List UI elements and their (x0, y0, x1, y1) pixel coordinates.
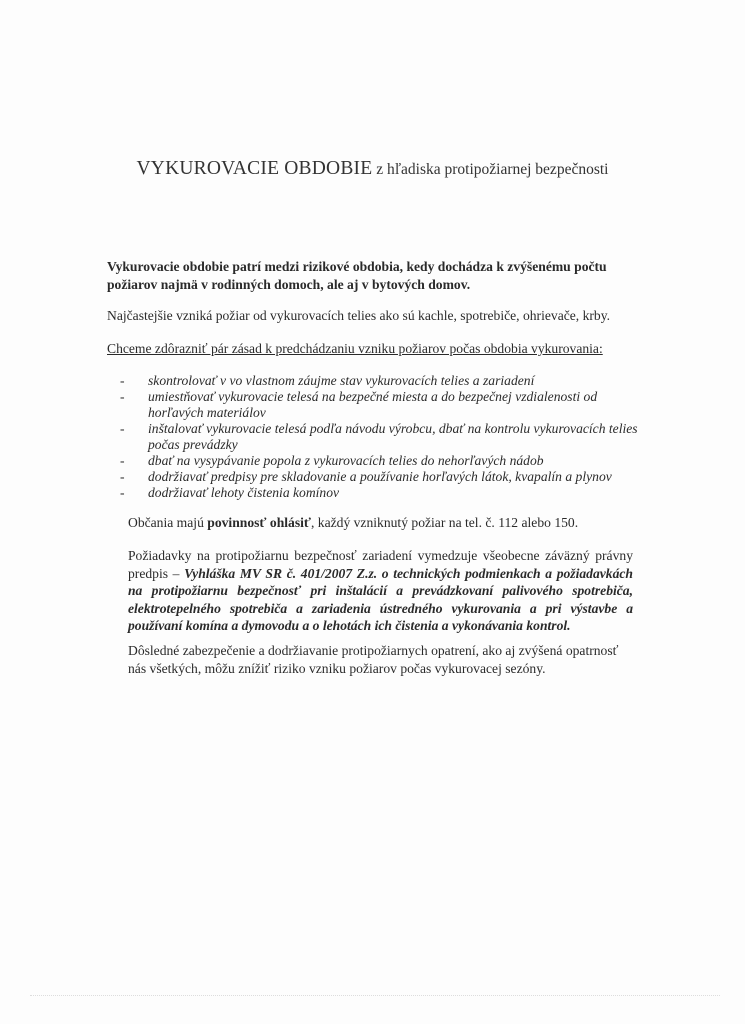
title-main: VYKUROVACIE OBDOBIE (136, 158, 373, 179)
scan-edge-line (30, 995, 720, 996)
title-sub: z hľadiska protipožiarnej bezpečnosti (376, 161, 609, 178)
list-marker: - (120, 389, 125, 404)
duty-text-end: , každý vzniknutý požiar na tel. č. 112 alebo 150. (310, 515, 579, 530)
safety-rules-list (120, 373, 640, 501)
document-title (0, 158, 745, 180)
list-marker: - (120, 421, 125, 436)
list-item-text: dodržiavať predpisy pre skladovanie a používanie horľavých látok, kvapalín a plynov (148, 469, 612, 484)
duty-text: Občania majú (128, 515, 208, 530)
list-item-text: umiestňovať vykurovacie telesá na bezpečné miesta a do bezpečnej vzdialenosti od horľavých materiálov (148, 389, 598, 420)
list-heading: Chceme zdôrazniť pár zásad k predchádzaniu vzniku požiarov počas obdobia vykurovania: (107, 341, 603, 356)
list-item-text: skontrolovať v vo vlastnom záujme stav vykurovacích telies a zariadení (148, 373, 535, 388)
list-item (120, 453, 640, 469)
list-marker: - (120, 469, 125, 484)
list-item-text: dbať na vysypávanie popola z vykurovacích telies do nehorľavých nádob (148, 453, 544, 468)
list-marker: - (120, 485, 125, 500)
list-item-text: inštalovať vykurovacie telesá podľa návodu výrobcu, dbať na kontrolu vykurovacích telies počas prevádzky (148, 421, 638, 452)
regulation-paragraph (128, 547, 633, 635)
list-item-text: dodržiavať lehoty čistenia komínov (148, 485, 340, 500)
list-item (120, 421, 640, 453)
intro-paragraph: Vykurovacie obdobie patrí medzi rizikové obdobia, kedy dochádza k zvýšenému počtu požiarov najmä v rodinných domoch, ale aj v bytových domov. (107, 259, 607, 292)
list-item (120, 485, 640, 501)
list-item (120, 373, 640, 389)
regulation-law-citation: Vyhláška MV SR č. 401/2007 Z.z. o technických podmienkach a požiadavkách na protipožiarnu bezpečnosť pri inštalácií a prevádzkovaní palivového spotrebiča, elektrotepelného spotrebiča a zariadenia ústredného vykurovania a pri výstavbe a používaní komína a dymovodu a o lehotách ich čistenia a vykonávania kontrol. (128, 565, 633, 633)
regulation-text: Požiadavky na protipožiarnu bezpečnosť zariadení vymedzuje všeobecne záväzný právny predpis – (128, 548, 633, 581)
sources-paragraph: Najčastejšie vzniká požiar od vykurovacích telies ako sú kachle, spotrebiče, ohrievače, krby. (107, 308, 611, 323)
closing-paragraph: Dôsledné zabezpečenie a dodržiavanie protipožiarnych opatrení, ako aj zvýšená opatrnosť nás všetkých, môžu znížiť riziko vzniku požiarov počas vykurovacej sezóny. (128, 643, 619, 676)
list-item (120, 469, 640, 485)
list-marker: - (120, 373, 125, 388)
duty-paragraph (128, 515, 648, 531)
list-item (120, 389, 640, 421)
list-marker: - (120, 453, 125, 468)
duty-emphasis: povinnosť ohlásiť (207, 515, 311, 530)
